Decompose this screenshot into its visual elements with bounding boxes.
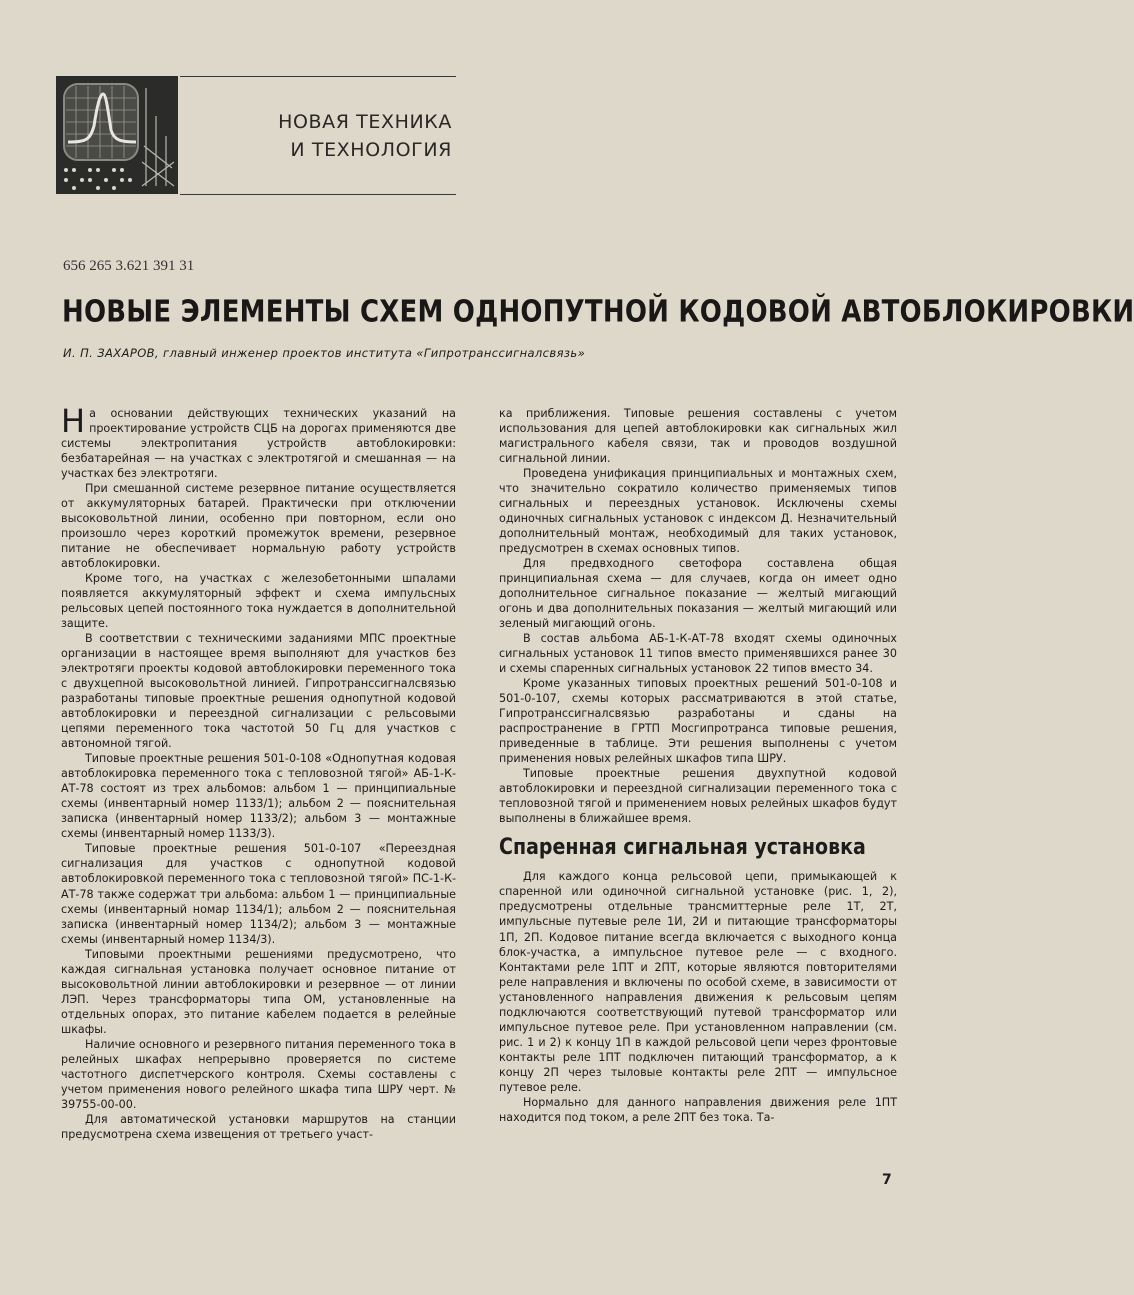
udc-code: 656 265 3.621 391 31 (63, 258, 195, 274)
paragraph: Типовыми проектными решениями предусмотрено, что каждая сигнальная установка получает основное питание от высоковольтной линии автоблокировки и резервное — от линии ЛЭП. Через трансформаторы типа ОМ, установленные на отдельных опорах, это питание кабелем подается в релейные шкафы. (61, 947, 456, 1036)
header-rule-top (180, 76, 456, 77)
rubric-line-1: НОВАЯ ТЕХНИКА (278, 111, 452, 133)
paragraph: ка приближения. Типовые решения составлены с учетом использования для цепей автоблокировки как сигнальных жил магистрального кабеля связи, так и проводов воздушной сигнальной линии. (499, 407, 897, 466)
header-rule-bottom (180, 194, 456, 195)
paragraph: Кроме того, на участках с железобетонными шпалами появляется аккумуляторный эффект и схема импульсных рельсовых цепей постоянного тока нуждается в дополнительной защите. (61, 572, 456, 631)
paragraph: В соответствии с техническими заданиями МПС проектные организации в настоящее время выполняют для участков без электротяги проекты кодовой автоблокировки переменного тока с двухцепной высоковольтной линией. Гипротранссигналсвязью разработаны типовые проектные решения однопутной кодовой автоблокировки и переездной сигнализации с рельсовыми цепями переменного тока частотой 50 Гц для участков с автономной тягой. (61, 632, 456, 751)
paragraph: Для предвходного светофора составлена общая принципиальная схема — для случаев, когда он имеет одно дополнительное сигнальное показание — желтый мигающий огонь и два дополнительных показания — желтый мигающий или зеленый мигающий огонь. (499, 557, 897, 631)
right-column (499, 406, 897, 1125)
drop-cap: Н (61, 402, 86, 440)
paragraph: В состав альбома АБ-1-К-АТ-78 входят схемы одиночных сигнальных установок 11 типов вместо применявшихся ранее 30 и схемы спаренных сигнальных установок 22 типов вместо 34. (499, 632, 897, 676)
paragraph: На основании действующих технических указаний на проектирование устройств СЦБ на дорогах применяются две системы электропитания устройств автоблокировки: безбатарейная — на участках с электротягой и смешанная — на участках без электротяги. (61, 402, 456, 481)
paragraph: Для каждого конца рельсовой цепи, примыкающей к спаренной или одиночной сигнальной установке (рис. 1, 2), предусмотрены отдельные трансмиттерные реле 1Т, 2Т, импульсные путевые реле 1И, 2И и питающие трансформаторы 1П, 2П. Кодовое питание всегда включается с выходного конца блок-участка, а импульсное путевое реле — с входного. Контактами реле 1ПТ и 2ПТ, которые являются повторителями реле направления и включены по особой схеме, в зависимости от установленного направления движения к рельсовым цепям подключаются соответствующий путевой трансформатор или импульсное путевое реле. При установленном направлении (см. рис. 1 и 2) к концу 1П в каждой рельсовой цепи через фронтовые контакты реле 1ПТ подключен питающий трансформатор, а к концу 2П через тыловые контакты реле 2ПТ — импульсное путевое реле. (499, 870, 897, 1094)
paragraph: Кроме указанных типовых проектных решений 501-0-108 и 501-0-107, схемы которых рассматриваются в этой статье, Гипротранссигналсвязью разработаны и сданы на распространение в ГРТП Мосгипротранса типовые решения, приведенные в таблице. Эти решения выполнены с учетом применения новых релейных шкафов типа ШРУ. (499, 677, 897, 766)
paragraph: Типовые проектные решения 501-0-107 «Переездная сигнализация для участков с однопутной кодовой автоблокировкой переменного тока с тепловозной тягой» ПС-1-К-АТ-78 также содержат три альбома: альбом 1 — принципиальные схемы (инвентарный номар 1134/1); альбом 2 — пояснительная записка (инвентарный номер 1134/2); альбом 3 — монтажные схемы (инвентарный номер 1134/3). (61, 842, 456, 946)
paragraph: Нормально для данного направления движения реле 1ПТ находится под током, а реле 2ПТ без тока. Та- (499, 1095, 897, 1124)
paragraph: Для автоматической установки маршрутов на станции предусмотрена схема извещения от третьего участ- (61, 1112, 456, 1141)
page-number: 7 (882, 1172, 892, 1188)
section-logo (56, 76, 178, 194)
paragraph: Проведена унификация принципиальных и монтажных схем, что значительно сократило количество применяемых типов сигнальных и переездных установок. Исключены схемы одиночных сигнальных установок с индексом Д. Незначительный дополнительный монтаж, необходимый для таких установок, предусмотрен в схемах основных типов. (499, 467, 897, 556)
section-subheading: Спаренная сигнальная установка (499, 834, 866, 861)
paragraph: Наличие основного и резервного питания переменного тока в релейных шкафах непрерывно проверяется по системе частотного диспетчерского контроля. Схемы составлены с учетом применения нового релейного шкафа типа ШРУ черт. № 39755-00-00. (61, 1037, 456, 1111)
section-rubric (200, 108, 452, 164)
article-title: НОВЫЕ ЭЛЕМЕНТЫ СХЕМ ОДНОПУТНОЙ КОДОВОЙ АВТОБЛОКИРОВКИ (62, 294, 1134, 330)
paragraph: Типовые проектные решения 501-0-108 «Однопутная кодовая автоблокировка переменного тока с тепловозной тягой» АБ-1-К-АТ-78 состоят из трех альбомов: альбом 1 — принципиальные схемы (инвентарный номер 1133/1); альбом 2 — пояснительная записка (инвентарный номер 1133/2); альбом 3 — монтажные схемы (инвентарный номер 1133/3). (61, 752, 456, 841)
paragraph: Типовые проектные решения двухпутной кодовой автоблокировки и переездной сигнализации переменного тока с тепловозной тягой и применением новых релейных шкафов будут выполнены в ближайшее время. (499, 767, 897, 826)
article-byline: И. П. ЗАХАРОВ, главный инженер проектов института «Гипротранссигналсвязь» (63, 346, 586, 360)
oscilloscope-emblem-icon (56, 76, 178, 194)
paragraph: При смешанной системе резервное питание осуществляется от аккумуляторных батарей. Практически при отключении высоковольтной линии, особенно при повторном, если оно произошло через короткий промежуток времени, резервное питание не обеспечивает нормальную работу устройств автоблокировки. (61, 482, 456, 571)
rubric-line-2: И ТЕХНОЛОГИЯ (290, 139, 452, 161)
left-column (61, 402, 456, 1142)
